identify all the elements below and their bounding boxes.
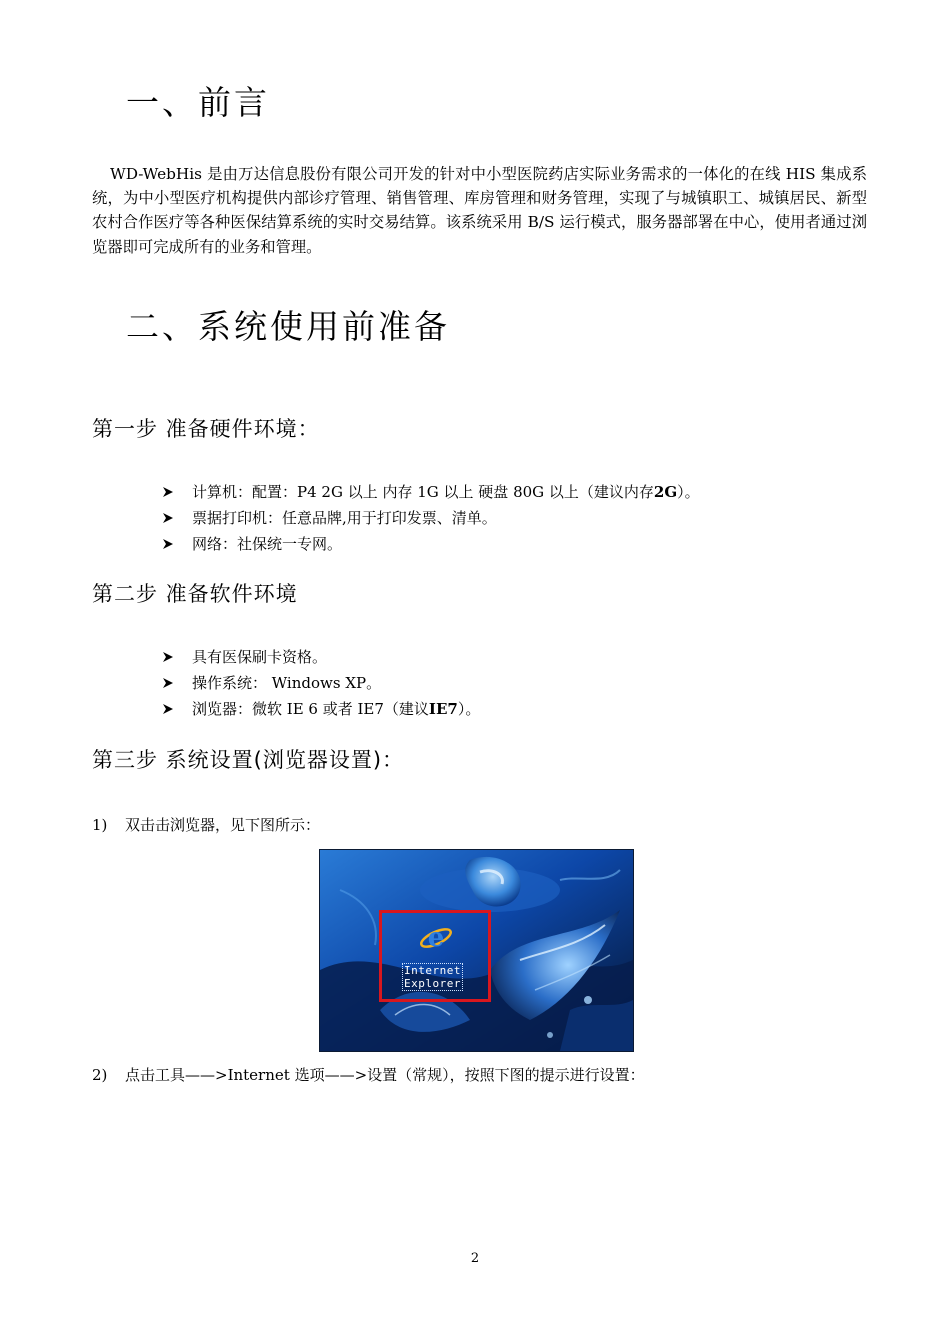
- list-item-tail: ）。: [677, 483, 700, 501]
- numbered-item-2: [92, 1065, 645, 1085]
- ie-label-line1: Internet: [404, 964, 461, 977]
- numbered-item-1: [92, 815, 320, 835]
- item-text: 双击击浏览器，见下图所示：: [125, 816, 321, 834]
- item-number: 2): [92, 1066, 108, 1084]
- section-title-preparation: 二、系统使用前准备: [126, 307, 450, 346]
- list-item-text: 票据打印机：任意品牌,用于打印发票、清单。: [192, 509, 497, 527]
- arrow-bullet-icon: [162, 486, 174, 498]
- item-text: 点击工具——>Internet 选项——>设置（常规），按照下图的提示进行设置：: [125, 1066, 645, 1084]
- list-item-tail: ）。: [457, 700, 481, 718]
- list-item-text: 具有医保刷卡资格。: [192, 648, 328, 666]
- list-item-text: 操作系统： Windows XP。: [192, 674, 382, 692]
- arrow-bullet-icon: [162, 512, 174, 524]
- step2-title: 第二步 准备软件环境: [92, 582, 298, 606]
- list-item: [162, 479, 700, 505]
- list-item-text: 浏览器：微软 IE 6 或者 IE7（建议: [192, 700, 429, 718]
- item-number: 1): [92, 816, 108, 834]
- section-title-preface: 一、前言: [126, 83, 270, 122]
- software-list: [162, 644, 480, 722]
- list-item: [162, 696, 480, 722]
- arrow-bullet-icon: [162, 651, 174, 663]
- arrow-bullet-icon: [162, 677, 174, 689]
- list-item-text: 计算机：配置：P4 2G 以上 内存 1G 以上 硬盘 80G 以上（建议内存: [192, 483, 654, 501]
- desktop-screenshot: [319, 849, 634, 1052]
- list-item: [162, 670, 480, 696]
- arrow-bullet-icon: [162, 703, 174, 715]
- ie-label-line2: Explorer: [404, 977, 461, 990]
- step1-title: 第一步 准备硬件环境：: [92, 417, 320, 441]
- list-item-text: 网络：社保统一专网。: [192, 535, 343, 553]
- list-item: [162, 505, 700, 531]
- step3-title: 第三步 系统设置(浏览器设置)：: [92, 748, 405, 772]
- list-item-bold: 2G: [653, 483, 678, 501]
- intro-paragraph: WD-WebHis 是由万达信息股份有限公司开发的针对中小型医院药店实际业务需求的一体化的在线 HIS 集成系统，为中小型医疗机构提供内部诊疗管理、销售管理、库房管理和财务管理，实现了与城镇职工、城镇居民、新型农村合作医疗等各种医保结算系统的实时交易结算。该系统采用 B/S 运行模式，服务器部署在中心，使用者通过浏览器即可完成所有的业务和管理。: [92, 165, 867, 256]
- highlight-box: [379, 910, 491, 1002]
- list-item: [162, 644, 480, 670]
- arrow-bullet-icon: [162, 538, 174, 550]
- list-item-bold: IE7: [428, 700, 458, 718]
- hardware-list: [162, 479, 700, 557]
- page-number: 2: [470, 1251, 480, 1266]
- svg-text:e: e: [427, 923, 445, 953]
- list-item: [162, 531, 700, 557]
